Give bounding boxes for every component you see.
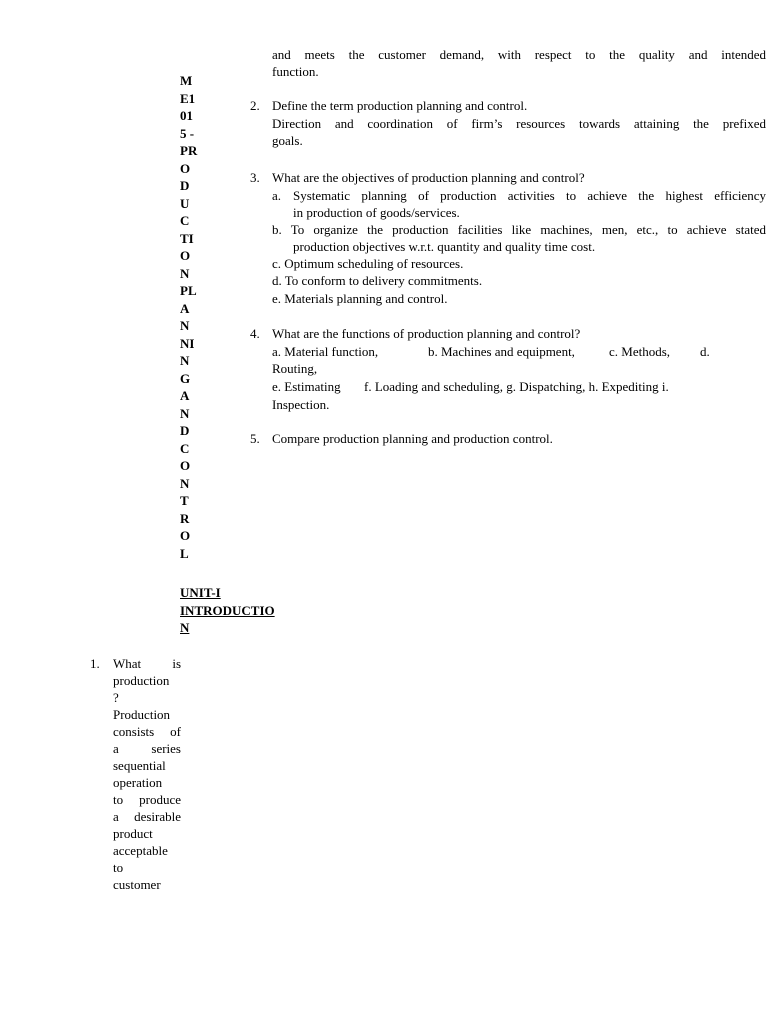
q1-word: What [113,656,142,671]
q3-b-line1: b. To organize the production facilities like machines, men, etc., to achieve stated [272,222,766,237]
q3-d: d. To conform to delivery commitments. [272,273,483,288]
title-fragment: NI [180,335,195,351]
q1-line [113,655,181,672]
q3-a-label: a. [272,188,282,203]
title-fragment: N [180,353,190,368]
title-fragment: D [180,178,190,193]
q2-number: 2. [250,98,260,113]
title-fragment: M [180,73,193,88]
q5-question: Compare production planning and production control. [272,431,553,446]
q2-question: Define the term production planning and control. [272,98,528,113]
q1-line: operation [113,775,163,790]
q3-e: e. Materials planning and control. [272,291,448,306]
title-fragment: L [180,545,189,561]
title-fragment: E1 [180,90,196,106]
q1-line: production [113,673,170,688]
intro-continuation-line2: function. [272,64,319,79]
title-fragment: 01 [180,108,193,123]
q4-inspection: Inspection. [272,397,330,412]
q1-line: acceptable [113,843,168,858]
title-fragment: O [180,160,191,176]
q3-c: c. Optimum scheduling of resources. [272,256,464,271]
title-fragment: R [180,510,190,526]
q1-line: Production [113,707,171,722]
title-fragment: D [180,423,190,438]
q3-question: What are the objectives of production planning and control? [272,170,585,185]
q2-answer-line2: goals. [272,133,303,148]
q4-items-f-i: f. Loading and scheduling, g. Dispatching, h. Expediting i. [364,379,669,394]
q1-word: series [151,741,181,756]
q1-line: consists of [113,724,181,739]
q1-line: sequential [113,758,166,773]
q1-line [113,740,181,757]
unit-heading-line: INTRODUCTIO [180,602,275,618]
title-fragment: A [180,300,190,316]
title-fragment: O [180,248,191,263]
q4-item-d-label: d. [700,344,710,359]
q1-line: product [113,826,153,841]
q3-a-line2: in production of goods/services. [293,205,460,220]
unit-heading [180,584,300,637]
q4-item-e: e. Estimating [272,379,341,394]
q3-number: 3. [250,170,260,185]
q1-word: a [113,741,119,756]
title-fragment: T [180,493,189,508]
q1-number: 1. [90,656,100,671]
q5-number: 5. [250,431,260,446]
title-fragment: PL [180,283,197,298]
title-fragment: TI [180,230,194,246]
title-fragment: N [180,318,190,333]
q4-item-b: b. Machines and equipment, [428,344,575,359]
q1-line: to [113,860,124,875]
q1-block [113,655,181,893]
q1-word: is [172,656,181,671]
title-fragment: U [180,195,190,211]
q1-line: customer [113,877,161,892]
title-fragment: G [180,370,191,386]
title-fragment: N [180,475,190,491]
title-fragment: A [180,388,190,403]
title-fragment: O [180,528,191,543]
q1-line: ? [113,690,119,705]
q4-routing: Routing, [272,361,318,376]
title-fragment: 5 - [180,125,195,141]
title-fragment: N [180,265,190,281]
title-fragment: PR [180,143,198,158]
q4-item-c: c. Methods, [609,344,671,359]
q1-line: to produce [113,792,181,807]
unit-heading-line: UNIT-I [180,585,221,600]
q2-answer-line1: Direction and coordination of firm’s resources towards attaining the prefixed [272,116,766,131]
q1-line: a desirable [113,809,181,824]
q4-item-a: a. Material function, [272,344,379,359]
intro-continuation-line1: and meets the customer demand, with respect to the quality and intended [272,47,766,62]
q4-question: What are the functions of production planning and control? [272,326,581,341]
title-fragment: N [180,405,190,421]
title-fragment: C [180,213,190,228]
title-fragment: C [180,440,190,456]
unit-heading-line: N [180,620,190,635]
q4-number: 4. [250,326,260,341]
title-fragment: O [180,458,191,473]
document-title-vertical [180,72,210,562]
q3-a-line1: Systematic planning of production activities to achieve the highest efficiency [293,188,766,203]
q3-b-line2: production objectives w.r.t. quantity and quality time cost. [293,239,596,254]
